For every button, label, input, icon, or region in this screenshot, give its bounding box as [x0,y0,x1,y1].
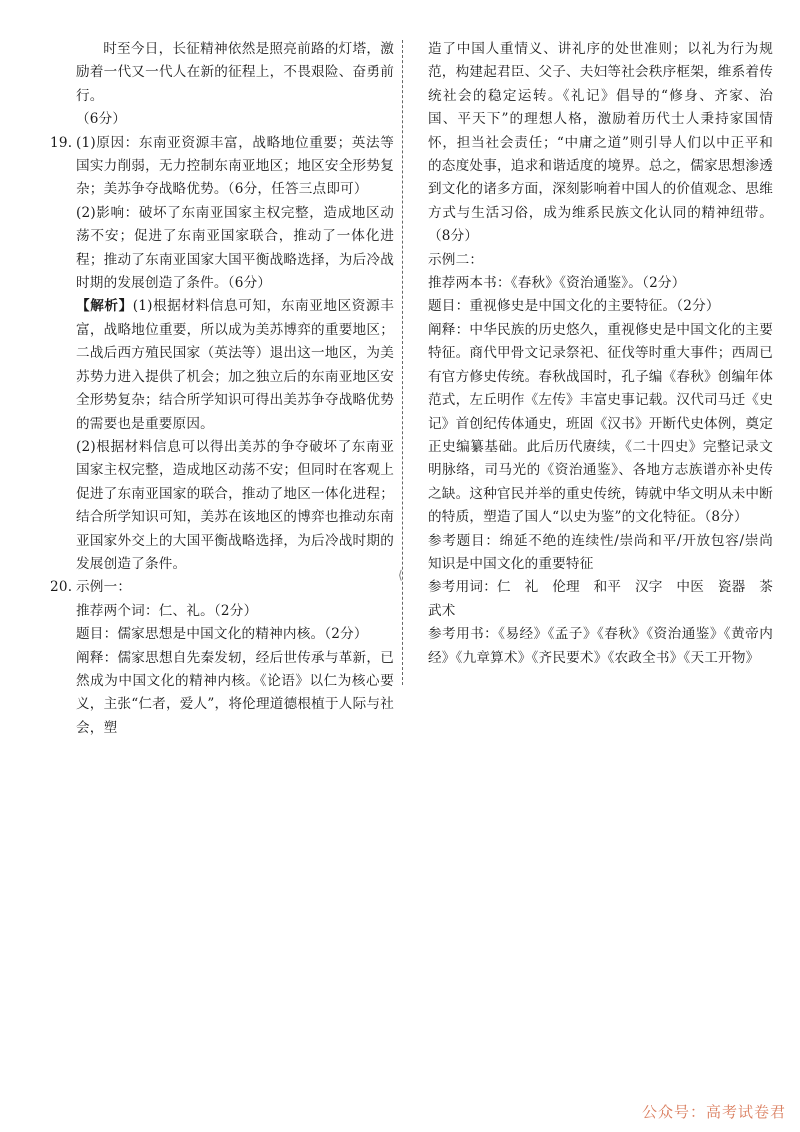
intro-score: （6分） [76,111,127,128]
q20-example-1-label: 示例一： [76,579,132,596]
watermark-text: 公众号：高考试卷君 [641,1103,786,1121]
right-column [428,38,787,670]
q20-recommend-words: 推荐两个词：仁、礼。（2分） [76,602,258,619]
question-20-body [76,576,131,599]
q20-explain-1-continued: 造了中国人重情义、讲礼序的处世准则；以礼为行为规范，构建起君臣、父子、夫妇等社会秩序框架，维系着传统社会的稳定运转。《礼记》倡导的“修身、齐家、治国、平天下”的理想人格，激励着历代士人秉持家国情怀，担当社会责任；“中庸之道”则引导人们以中正平和的态度处事，追求和谐适度的境界。总之，儒家思想渗透到文化的诸多方面，深刻影响着中国人的价值观念、思维方式与生活习俗，成为维系民族文化认同的精神纽带。（8分） [428,41,773,245]
q20-title-2: 题目：重视修史是中国文化的主要特征。（2分） [428,298,720,315]
q20-title-1: 题目：儒家思想是中国文化的精神内核。（2分） [76,626,368,643]
q19-answer-1: (1)原因：东南亚资源丰富，战略地位重要；英法等国实力削弱，无力控制东南亚地区；地区安全形势复杂；美苏争夺战略优势。（6分，任答三点即可） [76,134,394,198]
q20-recommend-books: 推荐两本书：《春秋》《资治通鉴》。（2分） [428,275,686,292]
question-19 [50,132,394,296]
reference-words: 参考用词：仁 礼 伦理 和平 汉字 中医 瓷器 茶 武术 [428,579,787,619]
q20-example-2-label: 示例二： [428,251,484,268]
reference-titles: 参考题目：绵延不绝的连续性/崇尚和平/开放包容/崇尚知识是中国文化的重要特征 [428,532,773,572]
question-19-number: 19. [50,134,73,151]
reference-books: 参考用书：《易经》《孟子》《春秋》《资治通鉴》《黄帝内经》《九章算术》《齐民要术》《农政全书》《天工开物》 [428,626,773,666]
intro-paragraph: 时至今日，长征精神依然是照亮前路的灯塔，激励着一代又一代人在新的征程上，不畏艰险、奋勇前行。 [76,41,394,104]
q20-explain-1: 阐释：儒家思想自先秦发轫，经后世传承与革新，已然成为中国文化的精神内核。《论语》以仁为核心要义，主张“仁者，爱人”，将伦理道德根植于人际与社会，塑 [76,649,394,736]
analysis-text-1: (1)根据材料信息可知，东南亚地区资源丰富，战略地位重要，所以成为美苏博弈的重要地区；二战后西方殖民国家（英法等）退出这一地区，为美苏势力进入提供了机会；加之独立后的东南亚地区安全形势复杂；结合所学知识可得出美苏争夺战略优势的需要也是重要原因。 [76,298,394,432]
question-19-body [76,132,394,296]
q19-analysis-2: (2)根据材料信息可以得出美苏的争夺破坏了东南亚国家主权完整，造成地区动荡不安；但同时在客观上促进了东南亚国家的联合，推动了地区一体化进程；结合所学知识可知，美苏在该地区的博弈也推动东南亚国家外交上的大国平衡战略选择，为后冷战时期的发展创造了条件。 [76,438,394,572]
left-column [50,38,394,740]
question-20-number: 20. [50,579,73,596]
fold-mark: ⟨ [398,568,403,582]
question-20 [50,576,394,599]
q20-explain-2: 阐释：中华民族的历史悠久，重视修史是中国文化的主要特征。商代甲骨文记录祭祀、征伐等时重大事件；西周已有官方修史传统。春秋战国时，孔子编《春秋》创编年体范式，左丘明作《左传》丰富史事记载。汉代司马迁《史记》首创纪传体通史，班固《汉书》开断代史体例，奠定正史编纂基础。此后历代赓续，《二十四史》完整记录文明脉络，司马光的《资治通鉴》、各地方志族谱亦补史传之缺。这种官民并举的重史传统，铸就中华文明从未中断的特质，塑造了国人“以史为鉴”的文化特征。（8分） [428,321,773,526]
column-divider [402,40,403,685]
q19-answer-2: (2)影响：破坏了东南亚国家主权完整，造成地区动荡不安；促进了东南亚国家联合，推动了一体化进程；推动了东南亚国家大国平衡战略选择，为后冷战时期的发展创造了条件。（6分） [76,204,394,292]
analysis-tag: 【解析】 [76,298,133,315]
q19-analysis-1 [50,295,394,435]
